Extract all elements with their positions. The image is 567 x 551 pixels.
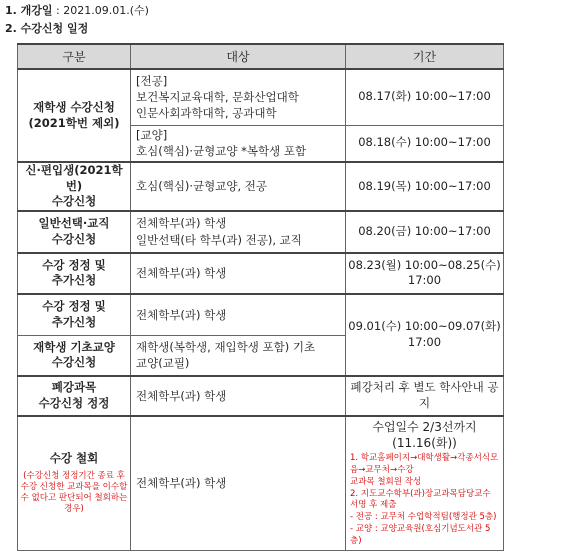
row-target: 호심(핵심)·균형교양, 전공 (131, 162, 346, 211)
header-category: 구분 (18, 44, 131, 69)
row-target: 전체학부(과) 학생 (131, 253, 346, 294)
table-row (18, 69, 504, 125)
opening-date-label: 1. 개강일 (5, 4, 53, 17)
row-category: 수강 정정 및 추가신청 (18, 253, 131, 294)
header-target: 대상 (131, 44, 346, 69)
row-category: 재학생 기초교양 수강신청 (18, 336, 131, 376)
row-category: 일반선택·교직 수강신청 (18, 211, 131, 253)
row-target: [전공] 보건복지교육대학, 문화산업대학 인문사회과학대학, 공과대학 (131, 69, 346, 125)
row-target: [교양] 호심(핵심)·균형교양 *복학생 포함 (131, 125, 346, 162)
row-target: 전체학부(과) 학생 일반선택(타 학부(과) 전공), 교직 (131, 211, 346, 253)
withdrawal-deadline: 수업일수 2/3선까지 (11.16(화)) (372, 419, 477, 450)
withdrawal-steps: 1. 학교홈페이지→대학생활→각종서식모음→교무처→수강 교과목 철회원 작성 2. 지도교수학부(과)장교과목담당교수 서명 후 제출 - 전공 : 교무처 수업학적팀(행정관 5층) - 교양 : 교양교육원(호심기념도서관 5층) (350, 452, 499, 547)
table-row (18, 376, 504, 416)
row-period: 08.19(목) 10:00~17:00 (346, 162, 504, 211)
row-target: 전체학부(과) 학생 (131, 376, 346, 416)
row-category-withdrawal (18, 416, 131, 551)
row-target: 전체학부(과) 학생 (131, 416, 346, 551)
table-row (18, 416, 504, 551)
row-category: 재학생 수강신청 (2021학번 제외) (18, 69, 131, 162)
row-period: 08.17(화) 10:00~17:00 (346, 69, 504, 125)
opening-date-value: : 2021.09.01.(수) (52, 4, 149, 17)
schedule-heading: 2. 수강신청 일정 (5, 22, 89, 35)
row-period: 08.18(수) 10:00~17:00 (346, 125, 504, 162)
row-target: 전체학부(과) 학생 (131, 294, 346, 336)
row-period: 08.23(월) 10:00~08.25(수) 17:00 (346, 253, 504, 294)
table-row (18, 253, 504, 294)
withdrawal-note: (수강신청 정정기간 종료 후 수강 신청한 교과목을 이수할 수 없다고 판단되어 철회하는 경우) (20, 470, 128, 515)
table-row (18, 162, 504, 211)
table-row (18, 294, 504, 336)
row-category: 신·편입생(2021학번) 수강신청 (18, 162, 131, 211)
row-period: 09.01(수) 10:00~09.07(화) 17:00 (346, 294, 504, 376)
row-category: 수강 철회 (49, 451, 99, 466)
row-period-withdrawal (346, 416, 504, 551)
row-category: 폐강과목 수강신청 정정 (18, 376, 131, 416)
opening-date-line (5, 2, 149, 18)
row-target: 재학생(복학생, 재입학생 포함) 기초 교양(교필) (131, 336, 346, 376)
registration-schedule-table (17, 43, 504, 551)
row-period: 08.20(금) 10:00~17:00 (346, 211, 504, 253)
row-period: 폐강처리 후 별도 학사안내 공지 (346, 376, 504, 416)
header-period: 기간 (346, 44, 504, 69)
table-header-row (18, 44, 504, 69)
row-category: 수강 정정 및 추가신청 (18, 294, 131, 336)
table-row (18, 211, 504, 253)
